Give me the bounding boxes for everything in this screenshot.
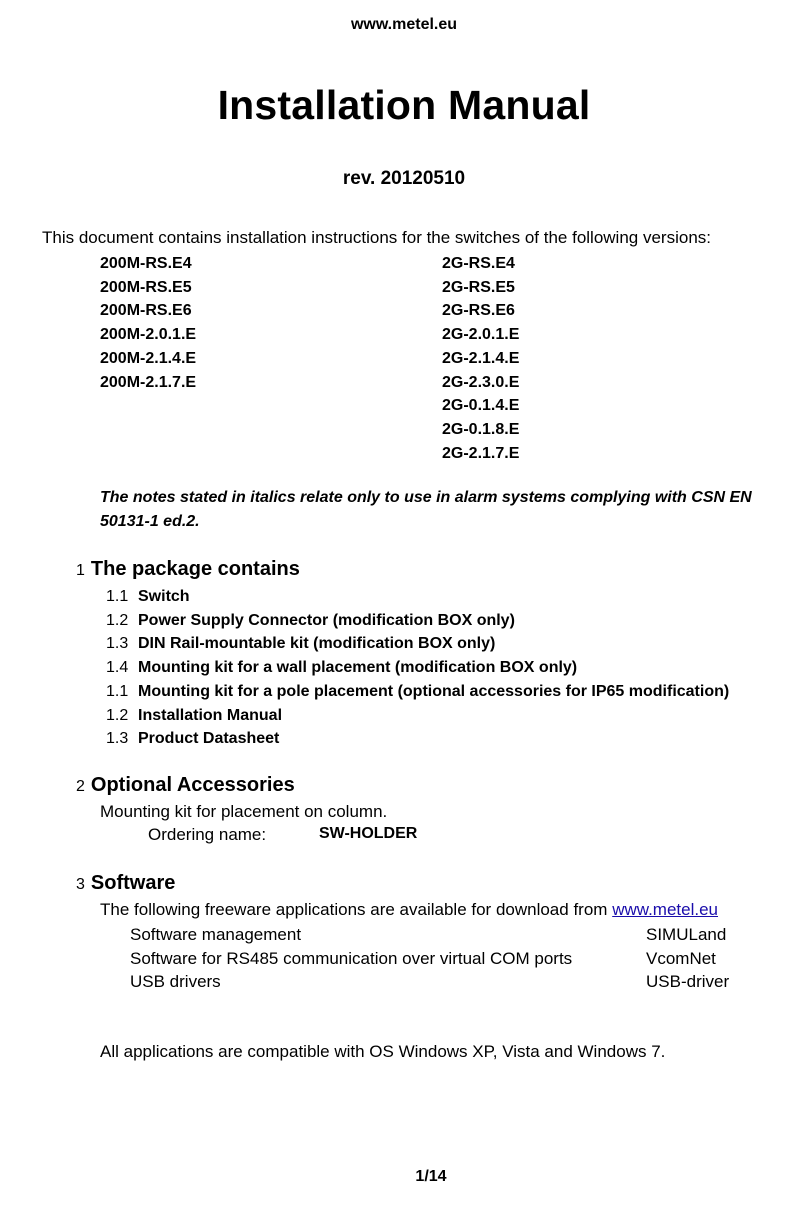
software-intro-text: The following freeware applications are available for download from <box>100 900 608 919</box>
list-item <box>106 704 729 728</box>
software-value: SIMULand <box>646 925 727 944</box>
page-number: 1/14 <box>415 1168 447 1185</box>
section-package-heading <box>76 558 300 581</box>
version-item: 2G-0.1.8.E <box>442 420 520 438</box>
table-row <box>130 970 730 994</box>
ordering-name-value: SW-HOLDER <box>319 825 418 842</box>
list-item-number: 1.3 <box>106 730 129 748</box>
version-item: 2G-2.1.7.E <box>442 444 520 462</box>
accessories-description: Mounting kit for placement on column. <box>100 802 388 821</box>
version-item: 2G-2.1.4.E <box>442 349 520 367</box>
header-site: www.metel.eu <box>350 16 458 33</box>
page-title: Installation Manual <box>217 82 591 128</box>
software-name: USB drivers <box>130 972 221 992</box>
version-item: 200M-2.1.7.E <box>100 373 197 391</box>
version-item: 2G-RS.E4 <box>442 255 515 272</box>
software-value: VcomNet <box>646 948 716 968</box>
version-item: 2G-RS.E5 <box>442 278 515 296</box>
software-name: Software management <box>130 925 302 944</box>
section-number: 3 <box>76 876 85 893</box>
version-item: 2G-RS.E6 <box>442 302 515 320</box>
table-row <box>130 923 730 947</box>
section-number: 1 <box>76 562 85 579</box>
versions-right-list <box>442 252 519 465</box>
list-item-number: 1.3 <box>106 635 129 653</box>
list-item <box>106 680 729 704</box>
software-intro <box>100 900 718 920</box>
version-item: 200M-2.1.4.E <box>100 349 197 367</box>
versions-left-list <box>100 252 196 394</box>
section-title: Optional Accessories <box>90 774 295 796</box>
version-item: 200M-RS.E5 <box>100 278 192 296</box>
intro-text: This document contains installation instructions for the switches of the following versions: <box>42 228 711 247</box>
version-item: 200M-RS.E4 <box>100 255 192 272</box>
version-item: 2G-0.1.4.E <box>442 397 520 415</box>
list-item-text: Installation Manual <box>138 706 283 724</box>
list-item-number: 1.2 <box>106 611 129 629</box>
list-item <box>106 727 729 751</box>
list-item-text: Switch <box>138 588 190 605</box>
list-item <box>106 609 729 633</box>
section-accessories-heading <box>76 774 295 797</box>
metel-link[interactable]: www.metel.eu <box>612 900 719 919</box>
software-table <box>130 923 730 994</box>
ordering-name-label: Ordering name: <box>148 825 267 844</box>
section-title: The package contains <box>90 558 300 580</box>
list-item-number: 1.2 <box>106 706 129 724</box>
version-item: 2G-2.0.1.E <box>442 326 520 344</box>
alarm-note: The notes stated in italics relate only to use in alarm systems complying with CSN EN 50131-1 ed.2. <box>100 489 752 530</box>
compatibility-note: All applications are compatible with OS Windows XP, Vista and Windows 7. <box>100 1042 666 1061</box>
list-item-text: Power Supply Connector (modification BOX only) <box>138 611 515 629</box>
list-item-text: Mounting kit for a pole placement (optional accessories for IP65 modification) <box>138 682 730 700</box>
revision: rev. 20120510 <box>342 168 466 189</box>
list-item <box>106 585 729 609</box>
list-item-number: 1.1 <box>106 588 129 605</box>
package-list <box>106 585 729 751</box>
software-name: Software for RS485 communication over virtual COM ports <box>130 948 573 968</box>
version-item: 200M-2.0.1.E <box>100 326 197 344</box>
section-title: Software <box>90 872 176 894</box>
list-item-text: DIN Rail-mountable kit (modification BOX only) <box>138 635 496 653</box>
list-item-text: Mounting kit for a wall placement (modification BOX only) <box>138 659 578 677</box>
version-item: 200M-RS.E6 <box>100 302 192 320</box>
software-value: USB-driver <box>646 972 730 992</box>
list-item-number: 1.4 <box>106 659 129 677</box>
table-row <box>130 947 730 971</box>
list-item-text: Product Datasheet <box>138 730 280 748</box>
list-item-number: 1.1 <box>106 682 129 700</box>
section-software-heading <box>76 872 175 895</box>
section-number: 2 <box>76 778 85 795</box>
list-item <box>106 632 729 656</box>
version-item: 2G-2.3.0.E <box>442 373 520 391</box>
list-item <box>106 656 729 680</box>
